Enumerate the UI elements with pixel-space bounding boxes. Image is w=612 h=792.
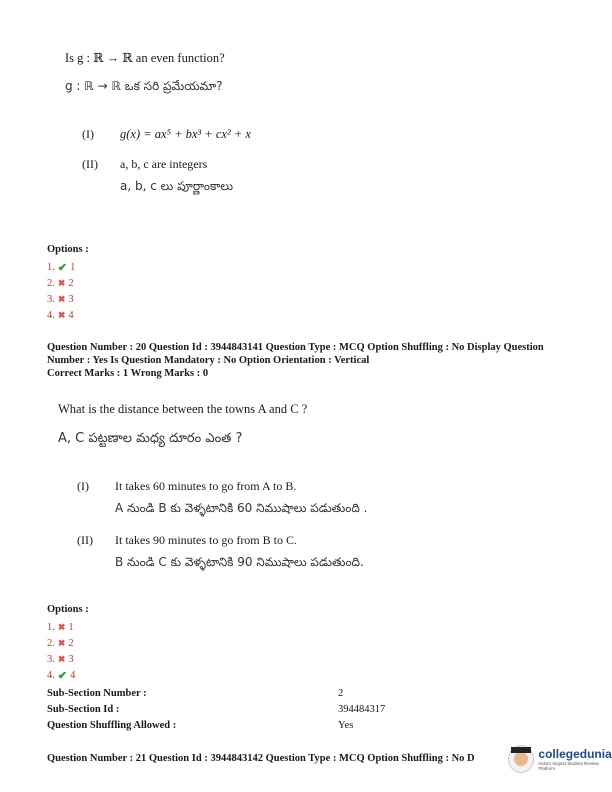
option-number: 3. (47, 653, 55, 665)
q19-option-1[interactable] (47, 259, 75, 275)
option-value: 4 (68, 309, 74, 321)
q20-options-label: Options : (47, 604, 89, 615)
cross-icon: ✖ (57, 653, 66, 664)
subsection-id-label: Sub-Section Id : (47, 704, 120, 715)
q20-statement-2-text-te: B నుండి C కు వెళ్ళటానికి 90 నిముషాలు పడుతుంది. (115, 555, 364, 569)
q19-statement-2-text-te: a, b, c లు పూర్ణాంకాలు (120, 179, 234, 193)
option-number: 1. (47, 261, 55, 273)
cross-icon: ✖ (57, 277, 66, 288)
q20-statement-2-text: It takes 90 minutes to go from B to C. (115, 533, 297, 547)
option-number: 1. (47, 621, 55, 633)
q20-option-2[interactable] (47, 635, 75, 651)
check-icon: ✔ (57, 669, 68, 682)
option-value: 3 (68, 293, 74, 305)
q20-meta (47, 341, 587, 380)
logo-name: collegedunia (538, 747, 612, 761)
q19-option-4[interactable] (47, 307, 75, 323)
option-value: 4 (70, 669, 76, 681)
option-value: 2 (68, 637, 74, 649)
q19-statement-1-text: g(x) = ax⁵ + bx³ + cx² + x (120, 127, 251, 141)
option-value: 1 (70, 261, 76, 273)
q19-options-label: Options : (47, 244, 89, 255)
q20-question-te: A, C పట్టణాల మధ్య దూరం ఎంత ? (58, 431, 243, 446)
option-number: 4. (47, 669, 55, 681)
q20-question-en: What is the distance between the towns A and C ? (58, 402, 308, 416)
option-number: 2. (47, 277, 55, 289)
q20-meta-line-2: Number : Yes Is Question Mandatory : No Option Orientation : Vertical (47, 355, 370, 366)
option-number: 4. (47, 309, 55, 321)
q19-options-list (47, 259, 75, 323)
subsection-id-value: 394484317 (338, 704, 386, 715)
q20-option-1[interactable] (47, 619, 75, 635)
q19-option-2[interactable] (47, 275, 75, 291)
q21-meta-line-1: Question Number : 21 Question Id : 3944843142 Question Type : MCQ Option Shuffling : No D (47, 753, 475, 764)
q20-meta-line-3: Correct Marks : 1 Wrong Marks : 0 (47, 368, 209, 379)
graduate-icon (508, 745, 534, 773)
option-value: 3 (68, 653, 74, 665)
q19-statement-1-num: (I) (82, 127, 94, 141)
q20-statement-1-text: It takes 60 minutes to go from A to B. (115, 479, 297, 493)
logo-tagline: India's largest Student Review Platform (538, 761, 599, 771)
option-number: 3. (47, 293, 55, 305)
q20-statement-2-num: (II) (77, 533, 93, 547)
q19-question-te: g : ℝ → ℝ ఒక సరి ప్రమేయమా? (65, 79, 223, 93)
option-value: 1 (68, 621, 74, 633)
cross-icon: ✖ (57, 309, 66, 320)
q19-statement-2-num: (II) (82, 157, 98, 171)
option-number: 2. (47, 637, 55, 649)
subsection-shuffle-value: Yes (338, 720, 354, 731)
q19-option-3[interactable] (47, 291, 75, 307)
cross-icon: ✖ (57, 293, 66, 304)
cross-icon: ✖ (57, 621, 66, 632)
subsection-shuffle-label: Question Shuffling Allowed : (47, 720, 177, 731)
q20-options-list (47, 619, 75, 683)
q20-option-3[interactable] (47, 651, 75, 667)
check-icon: ✔ (57, 261, 68, 274)
q20-statement-1-text-te: A నుండి B కు వెళ్ళటానికి 60 నిముషాలు పడుతుంది . (115, 501, 368, 515)
cross-icon: ✖ (57, 637, 66, 648)
q19-question-en: Is g : ℝ → ℝ an even function? (65, 51, 225, 65)
subsection-number-label: Sub-Section Number : (47, 688, 147, 699)
option-value: 2 (68, 277, 74, 289)
q19-statement-2-text: a, b, c are integers (120, 157, 208, 171)
collegedunia-logo (508, 745, 612, 773)
subsection-number-value: 2 (338, 688, 344, 699)
q20-meta-line-1: Question Number : 20 Question Id : 3944843141 Question Type : MCQ Option Shuffling : No Display Question (47, 342, 544, 353)
q20-statement-1-num: (I) (77, 479, 89, 493)
q20-option-4[interactable] (47, 667, 75, 683)
